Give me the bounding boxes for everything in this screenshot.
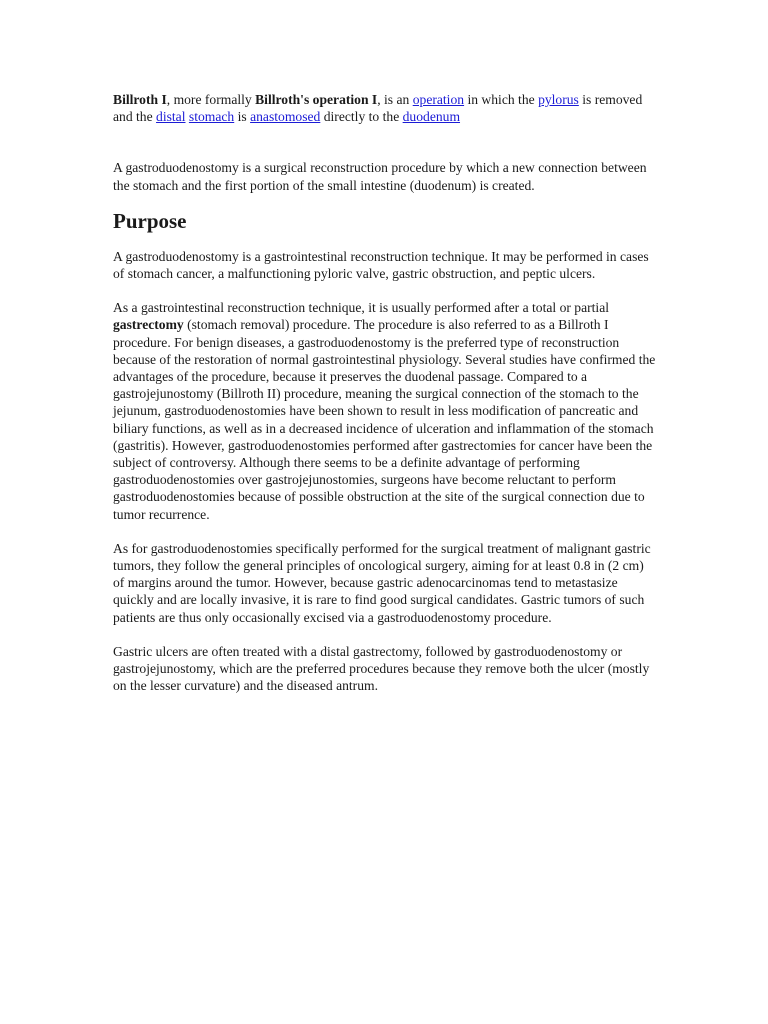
link-anastomosed[interactable]: anastomosed <box>250 109 321 125</box>
purpose-paragraph-4: Gastric ulcers are often treated with a distal gastrectomy, followed by gastroduodenostomy or gastrojejunostomy, which are the preferred procedures because they remove both the ulcer (mostly on the lesser curvature) and the diseased antrum. <box>113 643 650 694</box>
document-page <box>113 91 658 711</box>
intro-text-1: , more formally <box>166 92 256 107</box>
intro-text-3: in which the <box>464 92 539 107</box>
link-duodenum[interactable]: duodenum <box>402 109 461 125</box>
para2-text-after: (stomach removal) procedure. The procedure is also referred to as a Billroth I procedure. For benign diseases, a gastroduodenostomy is the preferred type of reconstruction because of the restoration of normal gastrointestinal physiology. Several studies have confirmed the advantages of the procedure, because it preserves the duodenal passage. Compared to a gastrojejunostomy (Billroth II) procedure, meaning the surgical connection of the stomach to the jejunum, gastroduodenostomies have been shown to result in less modification of pancreatic and biliary functions, as well as in a decreased incidence of ulceration and inflammation of the stomach (gastritis). However, gastroduodenostomies performed after gastrectomies for cancer have been the subject of controversy. Although there seems to be a definite advantage of performing gastroduodenostomies over gastrojejunostomies, surgeons have become reluctant to perform gastroduodenostomies because of possible obstruction at the site of the surgical connection due to tumor recurrence. <box>113 317 656 522</box>
link-operation[interactable]: operation <box>412 92 465 107</box>
term-billroths-operation-i: Billroth's operation I <box>255 92 378 107</box>
intro-text-6: is <box>234 109 251 125</box>
intro-text-2: , is an <box>377 92 413 107</box>
term-billroth-i: Billroth I <box>113 92 167 107</box>
section-heading-purpose: Purpose <box>113 208 187 233</box>
intro-text-4: is removed and the <box>113 92 643 125</box>
link-pylorus[interactable]: pylorus <box>538 92 579 107</box>
purpose-paragraph-1: A gastroduodenostomy is a gastrointestinal reconstruction technique. It may be performed in cases of stomach cancer, a malfunctioning pyloric valve, gastric obstruction, and peptic ulcers. <box>113 248 649 282</box>
summary-paragraph: A gastroduodenostomy is a surgical reconstruction procedure by which a new connection between the stomach and the first portion of the small intestine (duodenum) is created. <box>113 160 647 193</box>
intro-text-7: directly to the <box>320 109 403 125</box>
term-gastrectomy: gastrectomy <box>113 317 184 333</box>
purpose-paragraph-2 <box>113 299 658 523</box>
link-stomach[interactable]: stomach <box>188 109 235 125</box>
purpose-paragraph-3: As for gastroduodenostomies specifically performed for the surgical treatment of malignant gastric tumors, they follow the general principles of oncological surgery, aiming for at least 0.8 in (2 cm) of margins around the tumor. However, because gastric adenocarcinomas tend to metastasize quickly and are locally invasive, it is rare to find good surgical candidates. Gastric tumors of such patients are thus only occasionally excised via a gastroduodenostomy procedure. <box>113 540 651 625</box>
intro-paragraph <box>113 91 658 125</box>
para2-text-before: As a gastrointestinal reconstruction technique, it is usually performed after a total or partial <box>113 300 610 316</box>
link-distal[interactable]: distal <box>156 109 186 125</box>
